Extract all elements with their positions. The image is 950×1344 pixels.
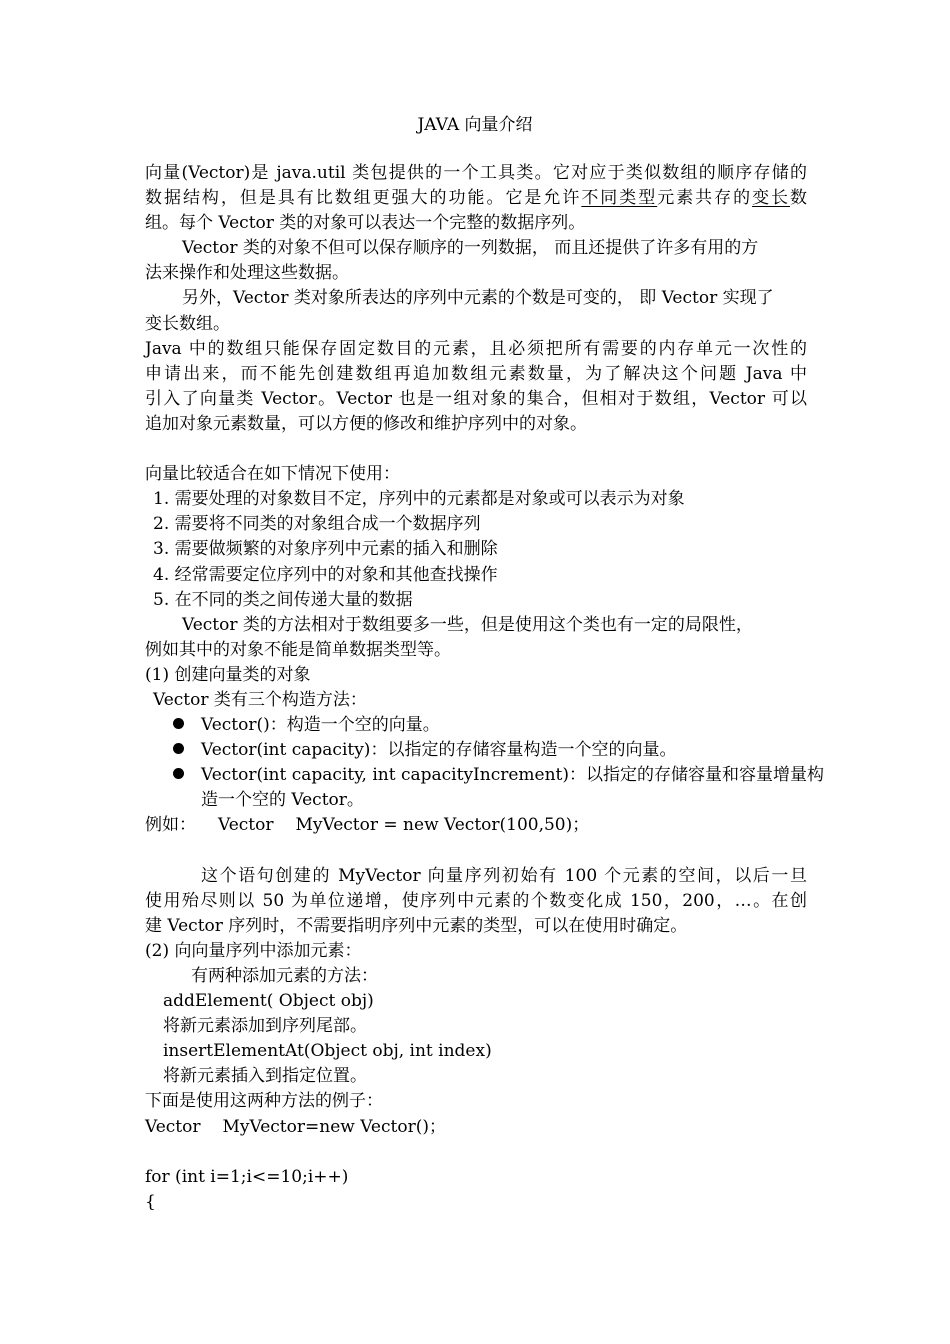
paragraph-line: 将新元素插入到指定位置。 <box>163 1066 367 1087</box>
code-line: { <box>145 1191 156 1212</box>
section-heading: (2) 向向量序列中添加元素： <box>145 940 362 961</box>
paragraph-line: 变长数组。 <box>145 313 230 334</box>
blank-line <box>145 839 807 864</box>
paragraph-line: Vector 类的对象不但可以保存顺序的一列数据， 而且还提供了许多有用的方 <box>182 238 759 259</box>
paragraph-line: Java 中的数组只能保存固定数目的元素，且必须把所有需要的内存单元一次性的 <box>145 338 807 359</box>
paragraph-line: 追加对象元素数量，可以方便的修改和维护序列中的对象。 <box>145 413 587 434</box>
bullet-continuation: 造一个空的 Vector。 <box>201 790 364 811</box>
paragraph-line: 建 Vector 序列时，不需要指明序列中元素的类型，可以在使用时确定。 <box>145 915 688 936</box>
list-item: 1. 需要处理的对象数目不定，序列中的元素都是对象或可以表示为对象 <box>153 489 685 510</box>
code-text: MyVector = new Vector(100,50)； <box>295 815 590 836</box>
text-span: 元素共存的 <box>657 188 753 209</box>
code-line: insertElementAt(Object obj, int index) <box>163 1041 492 1062</box>
usage-heading: 向量比较适合在如下情况下使用： <box>145 464 400 485</box>
bullet-text: Vector()：构造一个空的向量。 <box>201 715 440 736</box>
paragraph-line: 这个语句创建的 MyVector 向量序列初始有 100 个元素的空间，以后一旦 <box>201 865 807 886</box>
example-line <box>145 813 807 838</box>
paragraph-line <box>145 186 807 211</box>
paragraph-line: 申请出来，而不能先创建数组再追加数组元素数量，为了解决这个问题 Java 中 <box>145 363 807 384</box>
bullet-item <box>145 738 807 763</box>
code-line <box>145 1115 807 1140</box>
list-item: 3. 需要做频繁的对象序列中元素的插入和删除 <box>153 539 498 560</box>
paragraph-line: 下面是使用这两种方法的例子： <box>145 1091 383 1112</box>
paragraph-line: 向量(Vector)是 java.util 类包提供的一个工具类。它对应于类似数组的顺序存储的 <box>145 163 807 183</box>
paragraph-line: 引入了向量类 Vector。Vector 也是一组对象的集合，但相对于数组，Vector 可以 <box>145 388 807 409</box>
bullet-icon <box>173 718 184 729</box>
paragraph-line: 法来操作和处理这些数据。 <box>145 263 349 284</box>
text-span: 数 <box>790 188 808 209</box>
paragraph-line: 另外，Vector 类对象所表达的序列中元素的个数是可变的， 即 Vector 实现了 <box>182 288 774 309</box>
code-text: Vector <box>218 815 274 836</box>
underlined-text: 不同类型 <box>581 188 658 209</box>
paragraph-line: Vector 类的方法相对于数组要多一些，但是使用这个类也有一定的局限性， <box>182 614 753 635</box>
paragraph-line: 有两种添加元素的方法： <box>191 966 378 986</box>
list-item: 5. 在不同的类之间传递大量的数据 <box>153 589 413 610</box>
list-item: 4. 经常需要定位序列中的对象和其他查找操作 <box>153 564 498 585</box>
section-heading: (1) 创建向量类的对象 <box>145 664 311 685</box>
paragraph-line: 例如其中的对象不能是简单数据类型等。 <box>145 639 451 660</box>
code-line: for (int i=1;i<=10;i++) <box>145 1166 349 1187</box>
page-title: JAVA 向量介绍 <box>417 115 533 135</box>
text-span: 数据结构，但是具有比数组更强大的功能。它是允许 <box>145 188 582 209</box>
underlined-text: 变长 <box>752 188 791 209</box>
bullet-icon <box>173 743 184 754</box>
bullet-icon <box>173 768 184 779</box>
blank-line <box>145 437 807 462</box>
bullet-item <box>145 713 807 738</box>
bullet-text: Vector(int capacity, int capacityIncrement)：以指定的存储容量和容量增量构 <box>201 765 825 786</box>
bullet-text: Vector(int capacity)：以指定的存储容量构造一个空的向量。 <box>201 740 677 761</box>
list-item: 2. 需要将不同类的对象组合成一个数据序列 <box>153 514 481 535</box>
code-line: addElement( Object obj) <box>163 991 374 1012</box>
bullet-item <box>145 763 825 788</box>
blank-line <box>145 1140 807 1165</box>
code-text: MyVector=new Vector()； <box>222 1116 446 1137</box>
code-text: Vector <box>145 1116 201 1137</box>
paragraph-line: 将新元素添加到序列尾部。 <box>163 1016 367 1037</box>
paragraph-line: Vector 类有三个构造方法： <box>153 689 367 710</box>
example-label: 例如： <box>145 815 196 836</box>
document-body <box>145 161 825 1215</box>
paragraph-line: 使用殆尽则以 50 为单位递增，使序列中元素的个数变化成 150，200，…。在创 <box>145 890 807 911</box>
paragraph-line: 组。每个 Vector 类的对象可以表达一个完整的数据序列。 <box>145 213 586 234</box>
